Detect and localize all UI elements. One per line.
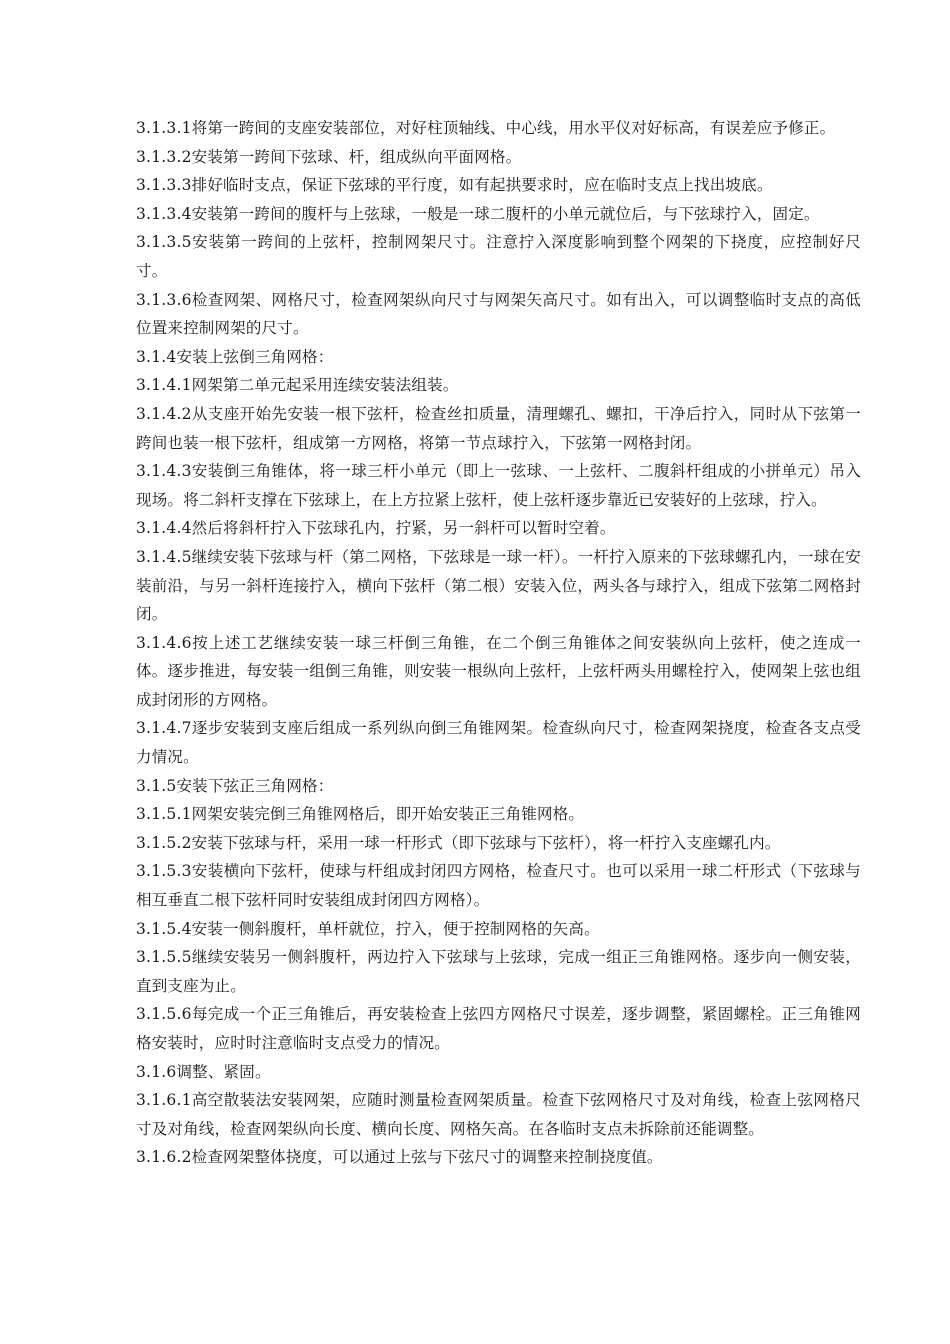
paragraph-3-1-3-6: 3.1.3.6检查网架、网格尺寸，检查网架纵向尺寸与网架矢高尺寸。如有出入，可以调整临时支点的高低位置来控制网架的尺寸。 [136,290,861,338]
section-heading-3-1-4: 3.1.4安装上弦倒三角网格： [136,347,334,366]
paragraph-3-1-3-5: 3.1.3.5安装第一跨间的上弦杆，控制网架尺寸。注意拧入深度影响到整个网架的下挠度，应控制好尺寸。 [136,233,861,280]
paragraph-3-1-4-2: 3.1.4.2从支座开始先安装一根下弦杆，检查丝扣质量，清理螺孔、螺扣，干净后拧入，同时从下弦第一跨间也装一根下弦杆，组成第一方网格，将第一节点球拧入，下弦第一网格封闭。 [136,404,861,452]
paragraph-3-1-3-1: 3.1.3.1将第一跨间的支座安装部位，对好柱顶轴线、中心线，用水平仪对好标高，有误差应予修正。 [136,119,836,137]
paragraph-3-1-3-4: 3.1.3.4安装第一跨间的腹杆与上弦球，一般是一球二腹杆的小单元就位后，与下弦球拧入，固定。 [136,204,820,223]
paragraph-3-1-5-4: 3.1.5.4安装一侧斜腹杆，单杆就位，拧入，便于控制网格的矢高。 [136,919,600,938]
paragraph-3-1-5-5: 3.1.5.5继续安装另一侧斜腹杆，两边拧入下弦球与上弦球，完成一组正三角锥网格。逐步向一侧安装，直到支座为止。 [136,948,861,995]
paragraph-3-1-3-2: 3.1.3.2安装第一跨间下弦球、杆，组成纵向平面网格。 [136,147,522,166]
paragraph-3-1-4-4: 3.1.4.4然后将斜杆拧入下弦球孔内，拧紧，另一斜杆可以暂时空着。 [136,519,616,538]
paragraph-3-1-4-7: 3.1.4.7逐步安装到支座后组成一系列纵向倒三角锥网架。检查纵向尺寸，检查网架挠度，检查各支点受力情况。 [136,719,861,767]
paragraph-3-1-6-2: 3.1.6.2检查网架整体挠度，可以通过上弦与下弦尺寸的调整来控制挠度值。 [136,1148,663,1167]
paragraph-3-1-4-3: 3.1.4.3安装倒三角锥体，将一球三杆小单元（即上一弦球、一上弦杆、二腹斜杆组成的小拼单元）吊入现场。将二斜杆支撑在下弦球上，在上方拉紧上弦杆，使上弦杆逐步靠近已安装好的上弦球，拧入。 [136,462,861,509]
paragraph-3-1-5-2: 3.1.5.2安装下弦球与杆，采用一球一杆形式（即下弦球与下弦杆），将一杆拧入支座螺孔内。 [136,833,781,852]
section-heading-3-1-5: 3.1.5安装下弦正三角网格： [136,776,334,795]
paragraph-3-1-5-6: 3.1.5.6每完成一个正三角锥后，再安装检查上弦四方网格尺寸误差，逐步调整，紧固螺栓。正三角锥网格安装时，应时时注意临时支点受力的情况。 [136,1005,861,1052]
paragraph-3-1-6-1: 3.1.6.1高空散装法安装网架，应随时测量检查网架质量。检查下弦网格尺寸及对角线，检查上弦网格尺寸及对角线，检查网架纵向长度、横向长度、网格矢高。在各临时支点未拆除前还能调整。 [136,1091,861,1138]
paragraph-3-1-4-5: 3.1.4.5继续安装下弦球与杆（第二网格，下弦球是一球一杆）。一杆拧入原来的下弦球螺孔内，一球在安装前沿，与另一斜杆连接拧入，横向下弦杆（第二根）安装入位，两头各与球拧入，组成下弦第二网格封闭。 [136,547,861,624]
document-body [136,114,861,1172]
section-heading-3-1-6: 3.1.6调整、紧固。 [136,1062,271,1081]
paragraph-3-1-5-3: 3.1.5.3安装横向下弦杆，使球与杆组成封闭四方网格，检查尺寸。也可以采用一球二杆形式（下弦球与相互垂直二根下弦杆同时安装组成封闭四方网格）。 [136,862,861,910]
paragraph-3-1-5-1: 3.1.5.1网架安装完倒三角锥网格后，即开始安装正三角锥网格。 [136,805,585,824]
paragraph-3-1-3-3: 3.1.3.3排好临时支点，保证下弦球的平行度，如有起拱要求时，应在临时支点上找出坡底。 [136,176,773,195]
paragraph-3-1-4-6: 3.1.4.6按上述工艺继续安装一球三杆倒三角锥，在二个倒三角锥体之间安装纵向上弦杆，使之连成一体。逐步推进，每安装一组倒三角锥，则安装一根纵向上弦杆，上弦杆两头用螺栓拧入，使网架上弦也组成封闭形的方网格。 [136,633,861,709]
paragraph-3-1-4-1: 3.1.4.1网架第二单元起采用连续安装法组装。 [136,376,459,395]
